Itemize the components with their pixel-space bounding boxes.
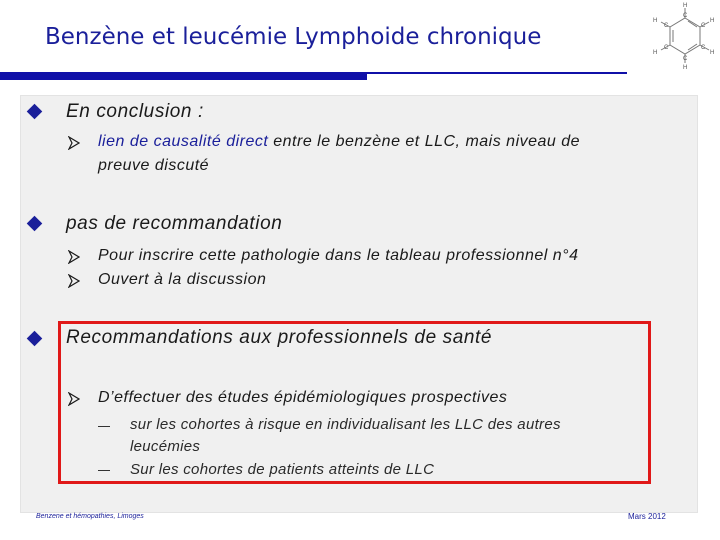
dash-bullet	[98, 470, 110, 471]
bullet-conclusion: En conclusion :	[66, 101, 204, 122]
bullet-recommendations: Recommandations aux professionnels de santé	[66, 327, 493, 348]
reco-subitem-2: Sur les cohortes de patients atteints de LLC	[130, 461, 435, 478]
bullet-no-recommendation: pas de recommandation	[66, 213, 283, 234]
causality-highlight: lien de causalité direct	[98, 133, 269, 150]
no-reco-item-2: Ouvert à la discussion	[98, 271, 267, 288]
footer-left: Benzene et hémopathies, Limoges	[36, 513, 144, 520]
svg-text:H: H	[683, 3, 688, 9]
svg-text:H: H	[710, 18, 715, 24]
reco-item-studies: D’effectuer des études épidémiologiques prospectives	[98, 389, 508, 406]
conclusion-item-line1: lien de causalité direct entre le benzène et LLC, mais niveau de	[98, 133, 581, 150]
svg-text:C: C	[701, 23, 706, 29]
arrow-bullet-icon	[68, 136, 80, 150]
slide-title: Benzène et leucémie Lymphoide chronique	[45, 24, 542, 50]
svg-text:H: H	[683, 65, 688, 70]
svg-text:C: C	[664, 23, 669, 29]
title-underline-line	[367, 72, 627, 74]
svg-text:C: C	[701, 45, 706, 51]
svg-text:C: C	[683, 13, 688, 19]
svg-text:H: H	[653, 18, 658, 24]
conclusion-item-line2: preuve discuté	[98, 157, 210, 174]
dash-bullet	[98, 426, 110, 427]
title-underline-bar	[0, 72, 367, 80]
svg-text:H: H	[710, 50, 715, 56]
svg-text:C: C	[664, 45, 669, 51]
reco-subitem-1-line1: sur les cohortes à risque en individualisant les LLC des autres	[130, 416, 561, 433]
arrow-bullet-icon	[68, 392, 80, 406]
arrow-bullet-icon	[68, 250, 80, 264]
reco-subitem-1-line2: leucémies	[130, 438, 201, 455]
svg-text:C: C	[683, 56, 688, 62]
arrow-bullet-icon	[68, 274, 80, 288]
benzene-molecule-icon	[648, 0, 718, 70]
no-reco-item-1: Pour inscrire cette pathologie dans le tableau professionnel n°4	[98, 247, 579, 264]
svg-text:H: H	[653, 50, 658, 56]
footer-date: Mars 2012	[628, 512, 666, 521]
